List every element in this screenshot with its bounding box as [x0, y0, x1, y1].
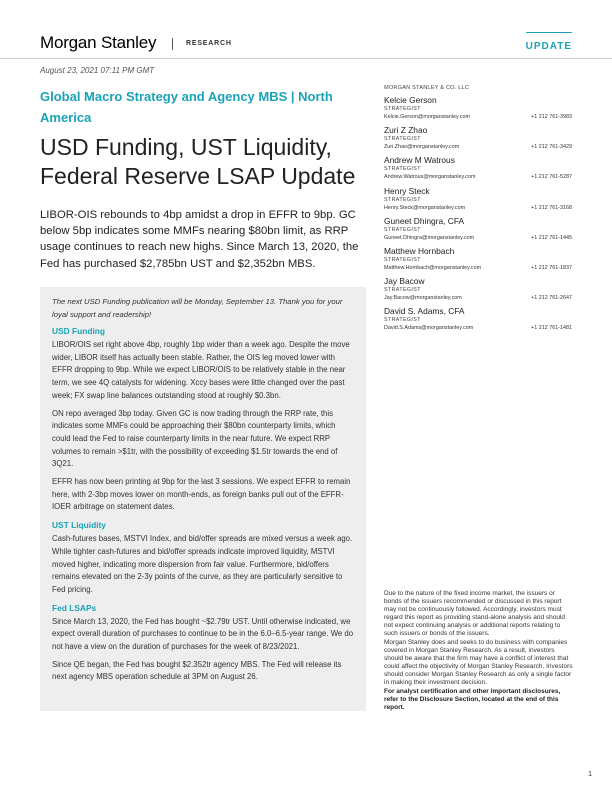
contact-role: STRATEGIST [384, 106, 421, 112]
contact-card [384, 216, 572, 246]
report-title: USD Funding, UST Liquidity, Federal Reserve LSAP Update [40, 134, 356, 189]
contact-name: Kelcie Gerson [384, 95, 437, 105]
section-label: RESEARCH [186, 40, 232, 47]
contact-name: Zuri Z Zhao [384, 125, 428, 136]
contact-name: David S. Adams, CFA [384, 306, 465, 317]
report-series: Global Macro Strategy and Agency MBS | North America [40, 89, 333, 125]
disclaimer-paragraph: Morgan Stanley does and seeks to do business with companies covered in Morgan Stanley Research. As a result, investors should be aware that the firm may have a conflict of interest that could affect the objectivity of Morgan Stanley Research. Investors should consider Morgan Stanley Research as only a single factor in making their investment decision. [384, 639, 573, 686]
section-usd-funding [52, 325, 354, 514]
contact-role: STRATEGIST [384, 226, 421, 233]
section-heading: Fed LSAPs [52, 602, 97, 613]
publication-notice: The next USD Funding publication will be Monday, September 13. Thank you for your loyal support and readership! [52, 297, 343, 319]
update-badge: UPDATE [525, 41, 572, 52]
contact-name: Andrew M Watrous [384, 155, 455, 166]
contact-email[interactable]: Kelcie.Gerson@morganstanley.com [384, 114, 470, 120]
disclosure-reference: For analyst certification and other important disclosures, refer to the Disclosure Section, located at the end of this report. [384, 688, 561, 711]
contact-card [384, 155, 572, 185]
contact-role: STRATEGIST [384, 166, 421, 173]
publication-timestamp: August 23, 2021 07:11 PM GMT [40, 66, 155, 75]
firm-name: MORGAN STANLEY & CO. LLC [384, 85, 470, 91]
contact-email[interactable]: Andrew.Watrous@morganstanley.com [384, 174, 476, 181]
contact-card [384, 186, 572, 216]
contact-card [384, 125, 572, 155]
badge-rule [526, 32, 572, 33]
contact-card [384, 246, 572, 276]
contact-phone: +1 212 761-3429 [531, 144, 572, 151]
contact-role: STRATEGIST [384, 317, 421, 324]
paragraph: Cash-futures bases, MSTVI Index, and bid/offer spreads are mixed versus a week ago. While tighter cash-futures and bid/offer spreads indicate improved liquidity, MSTVI moved higher, indicating more dispersion from fair value. Furthermore, bid/offers remains elevated on the 2-3y points of the curve, as they are particularly sensitive to Fed pricing. [52, 534, 353, 594]
section-heading: USD Funding [52, 326, 106, 336]
paragraph: Since QE began, the Fed has bought $2.352tr agency MBS. The Fed will release its next agency MBS operation schedule at 3PM on August 26. [52, 659, 342, 682]
contact-phone: +1 212 761-1837 [531, 264, 572, 271]
contact-card [384, 95, 572, 125]
report-summary: LIBOR-OIS rebounds to 4bp amidst a drop in EFFR to 9bp. GC below 5bp indicates some MMFs nearing $80bn limit, as RRP usage continues to reach new highs. Since March 13, 2020, the Fed has purchased $2,785bn UST and $2,352bn MBS. [40, 209, 359, 270]
contact-name: Guneet Dhingra, CFA [384, 215, 465, 226]
contact-phone: +1 212 761-3168 [531, 204, 572, 211]
key-points-box [40, 287, 366, 711]
disclaimer-paragraph: Due to the nature of the fixed income market, the issuers or bonds of the issuers recommended or discussed in this report may not be continuously followed. Accordingly, investors must regard this report as providing stand-alone analysis and should not expect continuing analysis or additional reports relating to such issuers or bonds of the issuers. [384, 590, 566, 637]
contact-role: STRATEGIST [384, 287, 421, 294]
brand-logo: Morgan Stanley [40, 33, 157, 52]
paragraph: EFFR has now been printing at 9bp for the last 3 sessions. We expect EFFR to remain here, with 2-3bp moves lower on month-ends, as foreign banks pull out of the EFFR-IOER arbitrage on statement dates. [52, 477, 351, 512]
contact-email[interactable]: Henry.Steck@morganstanley.com [384, 204, 466, 211]
contact-card [384, 306, 572, 336]
paragraph: LIBOR/OIS set right above 4bp, roughly 1bp wider than a week ago. Despite the move wider, LIBOR itself has actually been stable. Rather, the OIS leg moved lower with EFFR dropping to 9bp. While we expect LIBOR/OIS to be relatively stable in the near term, we see 4Q catalysts for widening. Xccy bases were little changed over the past week; FX swap line balances outstanding stood at roughly $0.3bn. [52, 340, 350, 400]
contact-email[interactable]: Matthew.Hornbach@morganstanley.com [384, 264, 482, 271]
contact-name: Jay Bacow [384, 276, 425, 287]
contact-phone: +1 212 761-5287 [531, 174, 572, 181]
header-rule [0, 58, 612, 59]
contact-email[interactable]: David.S.Adams@morganstanley.com [384, 325, 474, 332]
contact-phone: +1 212 761-2647 [531, 295, 572, 302]
contact-card [384, 276, 572, 306]
contact-phone: +1 212 761-1445 [531, 234, 572, 241]
page-number: 1 [588, 771, 592, 778]
contact-role: STRATEGIST [384, 136, 421, 143]
contact-phone: +1 212 761-3983 [531, 114, 572, 120]
section-fed-lsaps [52, 602, 354, 685]
contact-email[interactable]: Jay.Bacow@morganstanley.com [384, 295, 462, 302]
contact-email[interactable]: Guneet.Dhingra@morganstanley.com [384, 234, 475, 241]
contact-name: Henry Steck [384, 185, 430, 196]
header-divider [172, 38, 173, 50]
analyst-contacts [384, 95, 572, 337]
contact-name: Matthew Hornbach [384, 245, 455, 256]
section-heading: UST Liquidity [52, 520, 106, 531]
contact-role: STRATEGIST [384, 196, 421, 203]
paragraph: Since March 13, 2020, the Fed has bought ~$2.79tr UST. Until otherwise indicated, we expect overall duration of purchases to continue to be in the 6.0–6.5-year range. We do not have a view on the duration of purchases for the week of 8/23/2021. [52, 616, 354, 652]
paragraph: ON repo averaged 3bp today. Given GC is now trading through the RRP rate, this indicates some MMFs could be approaching their $80bn counterparty limits, which could lead the Fed to raise counterparty limits in the near future. We expect RRP volumes to remain >$1tr, with the possibility of exceeding $1.5tr towards the end of 3Q21. [52, 408, 338, 469]
contact-phone: +1 212 761-1481 [531, 325, 572, 332]
disclaimer [384, 590, 574, 713]
contact-email[interactable]: Zuri.Zhao@morganstanley.com [384, 144, 460, 151]
section-ust-liquidity [52, 519, 354, 597]
contact-role: STRATEGIST [384, 256, 421, 263]
